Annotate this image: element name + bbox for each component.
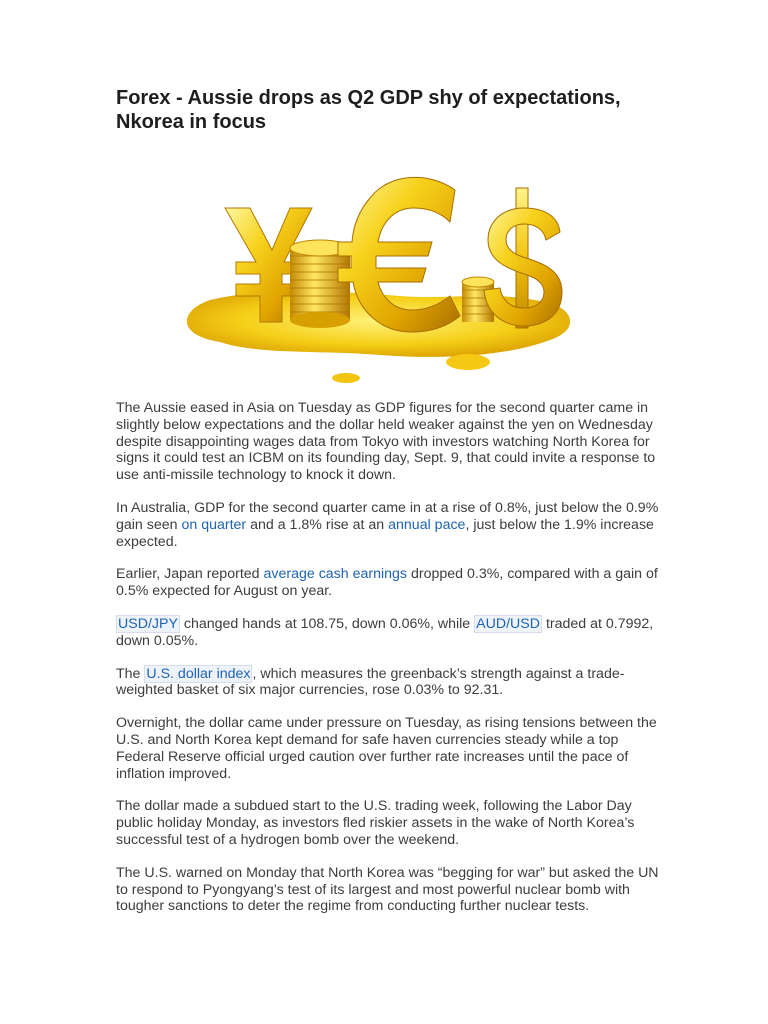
usd-jpy-link[interactable]: USD/JPY xyxy=(118,615,178,632)
paragraph-text: , which measures the greenback’s strength against a trade-weighted basket of six major currencies, rose 0.03% to 92.31. xyxy=(116,665,625,699)
currency-symbols-gold-illustration xyxy=(150,150,610,400)
paragraph-6: Overnight, the dollar came under pressure on Tuesday, as rising tensions between the U.S. and North Korea kept demand for safe haven currencies steady while a top Federal Reserve official urged caution over further rate increases until the pace of inflation improved. xyxy=(116,715,657,782)
paragraph-text: , just below the 1.9% increase expected. xyxy=(116,516,654,550)
on-quarter-link[interactable]: on quarter xyxy=(181,516,247,533)
paragraph-7: The dollar made a subdued start to the U.S. trading week, following the Labor Day public holiday Monday, as investors fled riskier assets in the wake of North Korea’s successful test of a hydrogen bomb over the weekend. xyxy=(116,798,635,848)
paragraph-text: changed hands at 108.75, down 0.06%, while xyxy=(179,615,475,632)
paragraph-text: Earlier, Japan reported xyxy=(116,566,264,583)
paragraph-text: The xyxy=(116,665,145,682)
paragraph-8: The U.S. warned on Monday that North Korea was “begging for war” but asked the UN to respond to Pyongyang’s test of its largest and most powerful nuclear bomb with tougher sanctions to deter the regime from conducting further nuclear tests. xyxy=(116,864,659,915)
paragraph-3 xyxy=(116,566,661,600)
paragraph-text: and a 1.8% rise at an xyxy=(246,516,389,533)
average-cash-earnings-link[interactable]: average cash earnings xyxy=(263,566,408,583)
gold-drop-shape xyxy=(446,354,490,370)
paragraph-1: The Aussie eased in Asia on Tuesday as GDP figures for the second quarter came in slightly below expectations and the dollar held weaker against the yen on Wednesday despite disappointing wages data from Tokyo with investors watching North Korea for signs it could test an ICBM on its founding day, Sept. 9, that could invite a response to use anti-missile technology to knock it down. xyxy=(116,400,656,484)
dollar-symbol-icon xyxy=(484,188,562,328)
hero-image xyxy=(150,150,610,400)
paragraph-5 xyxy=(116,666,661,700)
paragraph-text: traded at 0.7992, down 0.05%. xyxy=(116,615,654,649)
annual-pace-link[interactable]: annual pace xyxy=(388,516,466,533)
paragraph-2 xyxy=(116,500,661,550)
us-dollar-index-link[interactable]: U.S. dollar index xyxy=(146,665,251,682)
article-headline: Forex - Aussie drops as Q2 GDP shy of expectations, Nkorea in focus xyxy=(116,87,621,133)
paragraph-4 xyxy=(116,616,661,650)
gold-drop-shape xyxy=(332,373,360,383)
article-body xyxy=(116,400,661,931)
paragraph-text: dropped 0.3%, compared with a gain of 0.5% expected for August on year. xyxy=(116,566,658,600)
aud-usd-link[interactable]: AUD/USD xyxy=(476,615,540,632)
paragraph-text: In Australia, GDP for the second quarter came in at a rise of 0.8%, just below the 0.9% gain seen xyxy=(116,499,659,533)
